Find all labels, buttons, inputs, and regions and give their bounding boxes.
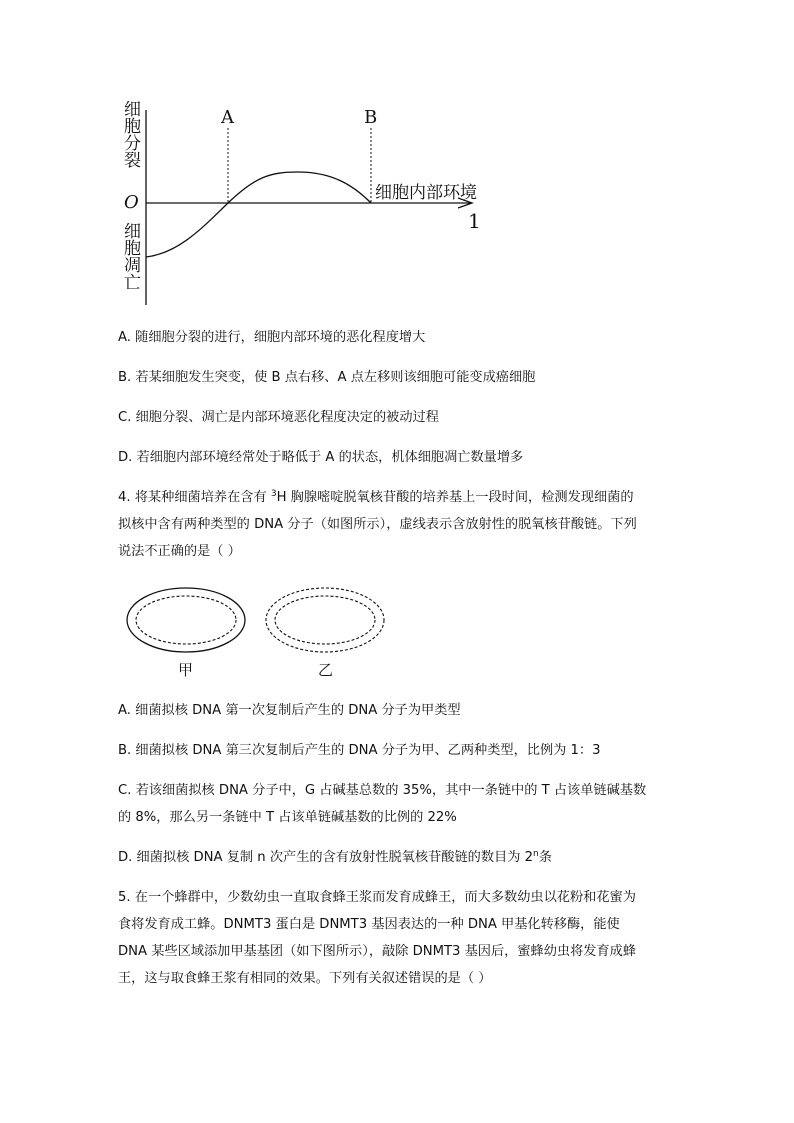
q4-option-d: [118, 848, 552, 869]
q4-option-d-suffix: 条: [538, 850, 552, 865]
q3-option-c: C. 细胞分裂、凋亡是内部环境恶化程度决定的被动过程: [118, 410, 439, 425]
dna-yi-outer: [266, 588, 384, 652]
q5-stem-line2: 食将发育成工蜂。DNMT3 蛋白是 DNMT3 基因表达的一种 DNA 甲基化转移酶，能使: [118, 917, 620, 932]
q5-stem-line4: 王，这与取食蜂王浆有相同的效果。下列有关叙述错误的是（ ）: [118, 971, 492, 986]
q4-option-c-line1: C. 若该细菌拟核 DNA 分子中，G 占碱基总数的 35%，其中一条链中的 T 占该单链碱基数: [118, 783, 647, 798]
label-yi: 乙: [318, 661, 334, 679]
q4-stem-line1-a: 4. 将某种细菌培养在含有: [118, 490, 271, 505]
q4-stem-line3: 说法不正确的是（ ）: [118, 544, 241, 559]
y-lower-label: 细胞凋亡: [120, 222, 140, 290]
q4-option-a: A. 细菌拟核 DNA 第一次复制后产生的 DNA 分子为甲类型: [118, 703, 461, 718]
q4-stem-line1: [118, 488, 634, 509]
q4-stem-line1-b: H 胸腺嘧啶脱氧核苷酸的培养基上一段时间，检测发现细菌的: [276, 490, 634, 505]
curve: [146, 172, 371, 257]
q4-option-d-text: D. 细菌拟核 DNA 复制 n 次产生的含有放射性脱氧核苷酸链的数目为 2: [118, 850, 533, 865]
q4-stem-line2: 拟核中含有两种类型的 DNA 分子（如图所示），虚线表示含放射性的脱氧核苷酸链。下列: [118, 517, 637, 532]
q3-option-d: D. 若细胞内部环境经常处于略低于 A 的状态，机体细胞凋亡数量增多: [118, 450, 524, 465]
q3-option-a: A. 随细胞分裂的进行，细胞内部环境的恶化程度增大: [118, 330, 426, 345]
dna-figure: [118, 582, 398, 682]
q5-stem-line3: DNA 某些区域添加甲基基团（如下图所示），敲除 DNMT3 基因后，蜜蜂幼虫将发育成蜂: [118, 944, 637, 959]
q4-option-c-line2: 的 8%，那么另一条链中 T 占该单链碱基数的比例的 22%: [118, 810, 457, 825]
label-jia: 甲: [178, 661, 194, 679]
y-upper-label: 细胞分裂: [120, 100, 140, 168]
dna-jia-outer: [127, 588, 245, 652]
dna-yi-inner: [275, 596, 375, 644]
dna-jia-inner: [136, 596, 236, 644]
tritium-superscript: 3: [270, 489, 277, 499]
origin-label: O: [124, 192, 139, 213]
q4-option-b: B. 细菌拟核 DNA 第三次复制后产生的 DNA 分子为甲、乙两种类型，比例为 1：3: [118, 743, 601, 758]
x-axis-end-label: 1: [468, 209, 481, 233]
x-axis-label: 细胞内部环境: [375, 183, 477, 203]
q3-option-b: B. 若某细胞发生突变，使 B 点右移、A 点左移则该细胞可能变成癌细胞: [118, 370, 536, 385]
label-a: A: [221, 107, 234, 128]
label-b: B: [364, 107, 378, 128]
q4-option-d-superscript: n: [532, 849, 539, 859]
q5-stem-line1: 5. 在一个蜂群中，少数幼虫一直取食蜂王浆而发育成蜂王，而大多数幼虫以花粉和花蜜为: [118, 890, 636, 905]
